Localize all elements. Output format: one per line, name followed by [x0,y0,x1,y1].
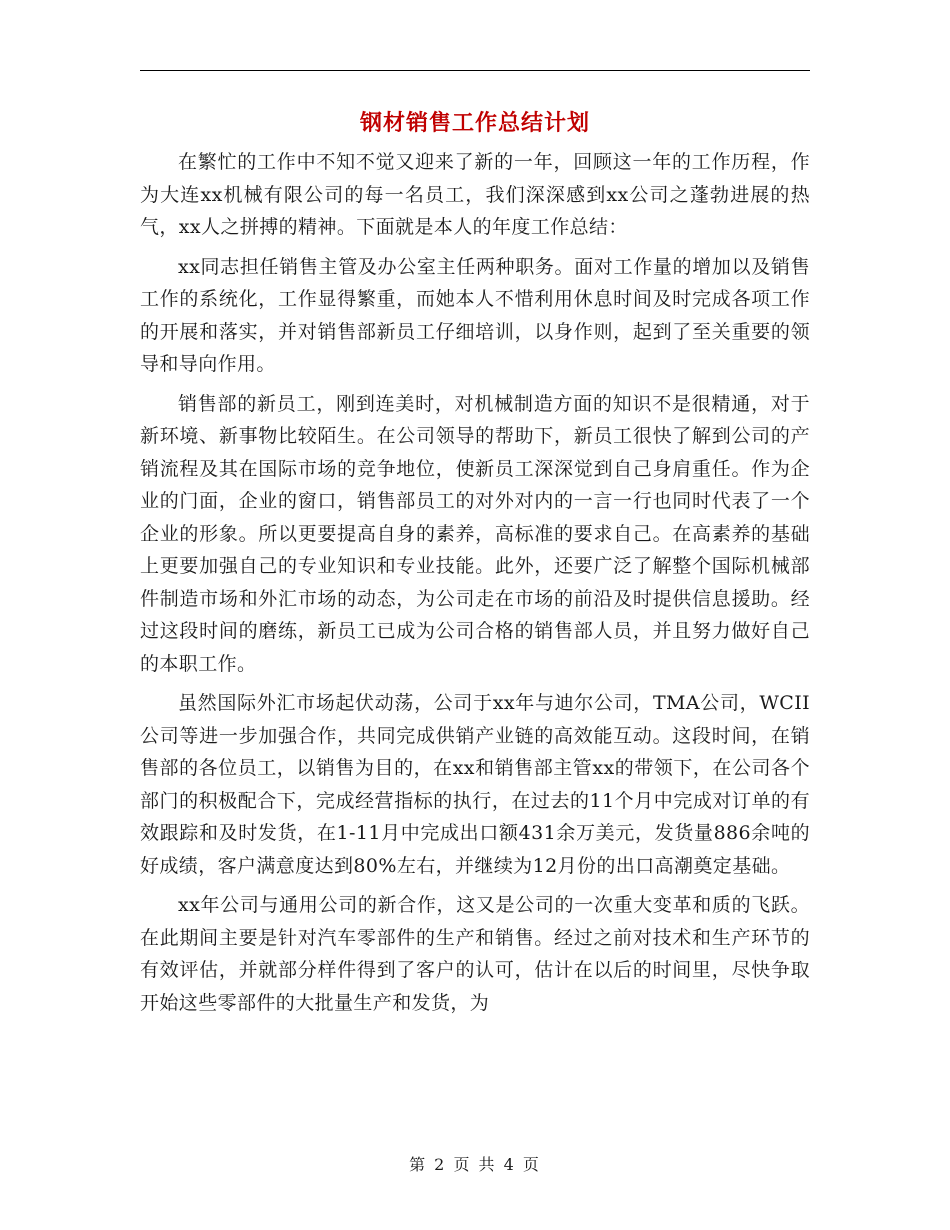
paragraph-2: xx同志担任销售主管及办公室主任两种职务。面对工作量的增加以及销售工作的系统化，工作显得繁重，而她本人不惜利用休息时间及时完成各项工作的开展和落实，并对销售部新员工仔细培训，以身作则，起到了至关重要的领导和导向作用。 [140,255,810,375]
document-title: 钢材销售工作总结计划 [359,111,590,136]
paragraph-3: 销售部的新员工，刚到连美时，对机械制造方面的知识不是很精通，对于新环境、新事物比较陌生。在公司领导的帮助下，新员工很快了解到公司的产销流程及其在国际市场的竞争地位，使新员工深深觉到自己身肩重任。作为企业的门面，企业的窗口，销售部员工的对外对内的一言一行也同时代表了一个企业的形象。所以更要提高自身的素养，高标准的要求自己。在高素养的基础上更要加强自己的专业知识和专业技能。此外，还要广泛了解整个国际机械部件制造市场和外汇市场的动态，为公司走在市场的前沿及时提供信息援助。经过这段时间的磨练，新员工已成为公司合格的销售部人员，并且努力做好自己的本职工作。 [140,392,810,675]
paragraph-4: 虽然国际外汇市场起伏动荡，公司于xx年与迪尔公司，TMA公司，WCII公司等进一步加强合作，共同完成供销产业链的高效能互动。这段时间，在销售部的各位员工，以销售为目的，在xx和销售部主管xx的带领下，在公司各个部门的积极配合下，完成经营指标的执行，在过去的11个月中完成对订单的有效跟踪和及时发货，在1-11月中完成出口额431余万美元，发货量886余吨的好成绩，客户满意度达到80%左右，并继续为12月份的出口高潮奠定基础。 [140,692,810,877]
page-number-footer: 第 2 页 共 4 页 [409,1155,541,1174]
paragraph-5: xx年公司与通用公司的新合作，这又是公司的一次重大变革和质的飞跃。在此期间主要是针对汽车零部件的生产和销售。经过之前对技术和生产环节的有效评估，并就部分样件得到了客户的认可，估计在以后的时间里，尽快争取开始这些零部件的大批量生产和发货，为 [140,894,810,1014]
header-rule [140,70,810,71]
document-body [140,146,810,1026]
paragraph-1: 在繁忙的工作中不知不觉又迎来了新的一年，回顾这一年的工作历程，作为大连xx机械有限公司的每一名员工，我们深深感到xx公司之蓬勃进展的热气，xx人之拼搏的精神。下面就是本人的年度工作总结： [140,151,810,238]
